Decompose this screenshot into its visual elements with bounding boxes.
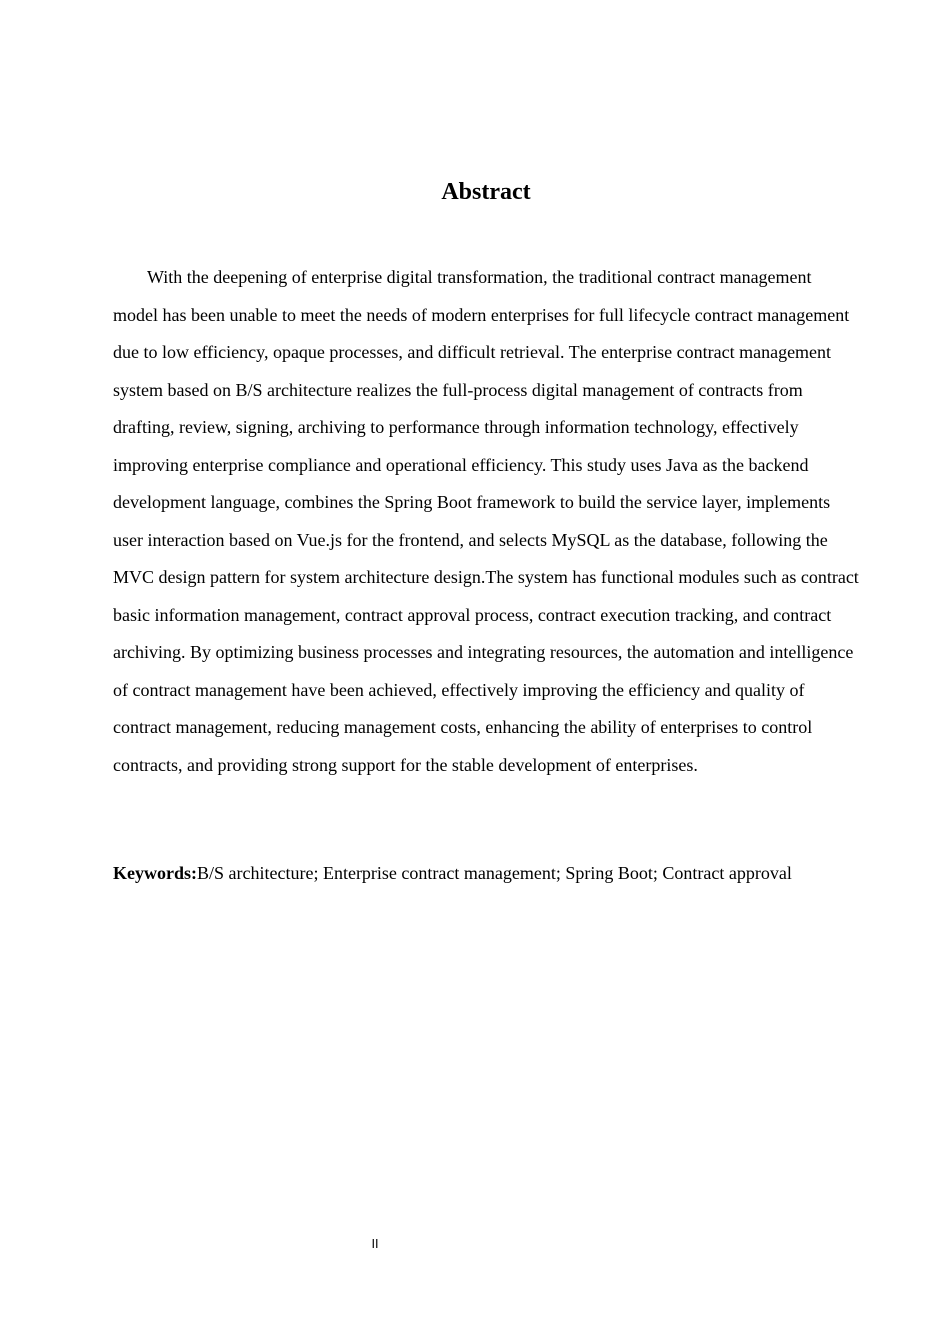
page-number: II [371, 1237, 379, 1251]
abstract-body: With the deepening of enterprise digital transformation, the traditional contract management model has been unable to meet the needs of modern enterprises for full lifecycle contract management due to low efficiency, opaque processes, and difficult retrieval. The enterprise contract management system based on B/S architecture realizes the full-process digital management of contracts from drafting, review, signing, archiving to performance through information technology, effectively improving enterprise compliance and operational efficiency. This study uses Java as the backend development language, combines the Spring Boot framework to build the service layer, implements user interaction based on Vue.js for the frontend, and selects MySQL as the database, following the MVC design pattern for system architecture design.The system has functional modules such as contract basic information management, contract approval process, contract execution tracking, and contract archiving. By optimizing business processes and integrating resources, the automation and intelligence of contract management have been achieved, effectively improving the efficiency and quality of contract management, reducing management costs, enhancing the ability of enterprises to control contracts, and providing strong support for the stable development of enterprises. [113, 267, 859, 775]
keywords-line [113, 855, 873, 893]
keywords-label: Keywords: [113, 863, 197, 883]
abstract-title: Abstract [441, 179, 531, 205]
keywords-text: B/S architecture; Enterprise contract management; Spring Boot; Contract approval [197, 863, 792, 883]
